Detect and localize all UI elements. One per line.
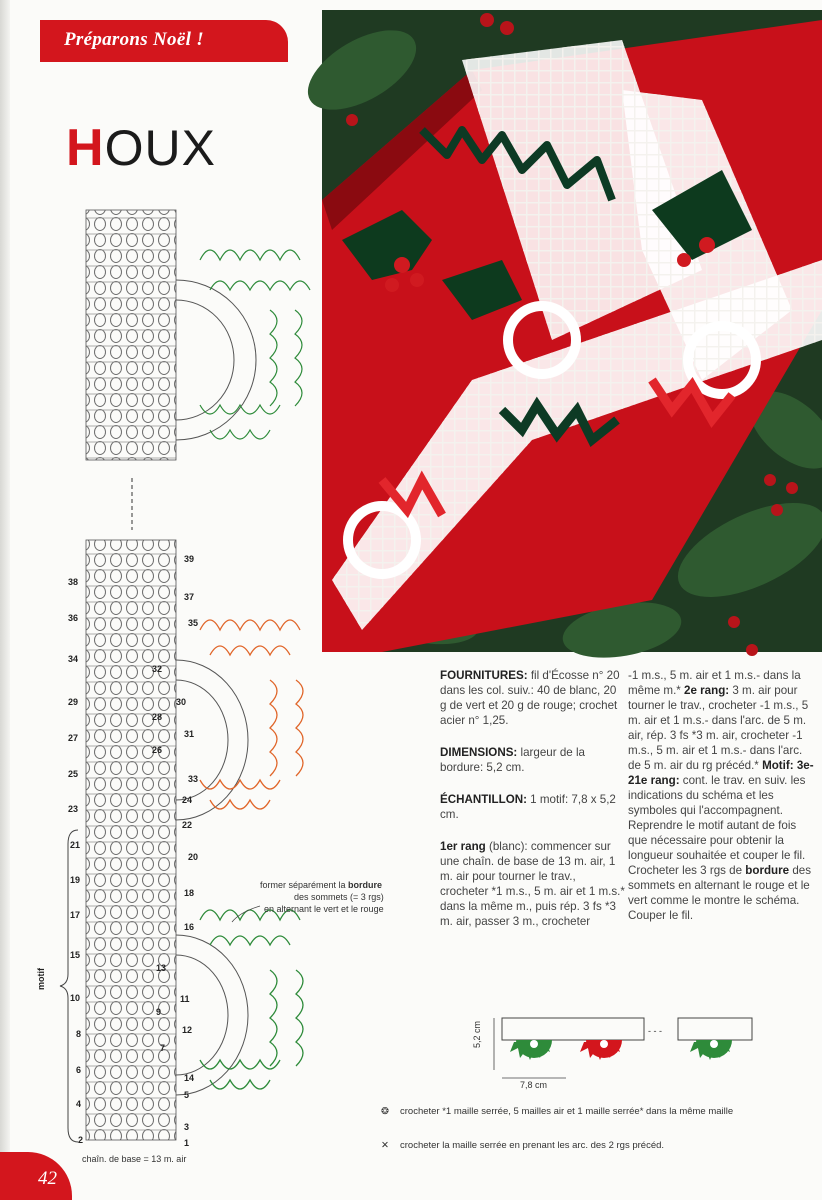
legend-text: crocheter la maille serrée en prenant les arc. des 2 rgs précéd. xyxy=(400,1140,665,1151)
row-label: 32 xyxy=(152,664,163,674)
row-label: 4 xyxy=(76,1099,82,1109)
row-label: 14 xyxy=(184,1073,195,1083)
row-label: 21 xyxy=(70,840,81,850)
red-point xyxy=(580,1040,622,1060)
fournitures-label: FOURNITURES: xyxy=(440,669,528,682)
row-label: 17 xyxy=(70,910,81,920)
row-label: 13 xyxy=(156,963,167,973)
row-label: 34 xyxy=(68,654,79,664)
legend-item-shell xyxy=(378,1106,733,1117)
row-labels-left xyxy=(68,577,83,1145)
rang2-paragraph xyxy=(628,668,814,923)
dimension-schema xyxy=(470,1010,770,1090)
crossed-stitch-symbol-icon: ✕ xyxy=(381,1140,389,1151)
row-label: 28 xyxy=(152,712,163,722)
col2-start-text: -1 m.s., 5 m. air et 1 m.s.- dans la même m.* xyxy=(628,669,801,697)
schema-width-label: 7,8 cm xyxy=(520,1080,548,1090)
legend-item-crossed xyxy=(378,1140,664,1151)
bordure-note-2: des sommets (= 3 rgs) xyxy=(294,892,384,902)
bordure-note-text: former séparément la xyxy=(260,880,349,890)
dimensions-label: DIMENSIONS: xyxy=(440,746,518,759)
row-label: 1 xyxy=(184,1138,190,1148)
crochet-chart xyxy=(36,200,390,1170)
page-edge xyxy=(0,0,10,1200)
holly-crochet-border-photo xyxy=(322,10,822,652)
row-label: 11 xyxy=(180,994,190,1004)
rang2-text: 3 m. air pour tourner le trav., crocheter -1 m.s., 5 m. air et 1 m.s.- dans l'arc. de 5 m. air, rép. 3 fs *3 m. air, crocheter -1 m.s., 5 m. air et 1 m.s.- dans l'arc. de 5 m. air du rg précéd.* xyxy=(628,684,809,772)
rang1-label: 1er rang xyxy=(440,840,486,853)
title-initial: H xyxy=(66,119,105,177)
row-label: 3 xyxy=(184,1122,190,1132)
motif-end-text: des sommets en alternant le rouge et le vert comme le montre le schéma. Couper le fil. xyxy=(628,864,812,922)
row-label: 22 xyxy=(182,820,193,830)
page-title xyxy=(66,118,216,178)
row-label: 36 xyxy=(68,613,79,623)
banner-title: Préparons Noël ! xyxy=(64,29,204,50)
row-label: 8 xyxy=(76,1029,82,1039)
shell-stitch-symbol-icon: ❂ xyxy=(381,1106,389,1117)
echantillon-label: ÉCHANTILLON: xyxy=(440,793,527,806)
base-chain-note: chaîn. de base = 13 m. air xyxy=(82,1154,187,1164)
row-label: 30 xyxy=(176,697,187,707)
instructions-column-2 xyxy=(628,668,814,940)
dimensions-text: largeur de la bordure: 5,2 cm. xyxy=(440,746,585,774)
green-point xyxy=(690,1040,732,1060)
row-label: 39 xyxy=(184,554,195,564)
section-banner xyxy=(40,20,288,62)
row-label: 6 xyxy=(76,1065,82,1075)
row-label: 20 xyxy=(188,852,199,862)
motif-rows-label: Motif: 3e-21e rang: xyxy=(628,759,814,787)
row-label: 16 xyxy=(184,922,195,932)
rang1-text: (blanc): commencer sur une chaîn. de base de 13 m. air, 1 m. air pour tourner le trav., crocheter *1 m.s., 5 m. air et 1 m.s.* dans la même m., puis rép. 3 fs *3 m. air, passer 3 m., crocheter xyxy=(440,840,625,928)
photo-illustration xyxy=(322,10,822,652)
crochet-chart-svg xyxy=(36,200,390,1170)
echantillon-text: 1 motif: 7,8 x 5,2 cm. xyxy=(440,793,616,821)
title-rest: OUX xyxy=(104,120,216,176)
legend-text: crocheter *1 maille serrée, 5 mailles air et 1 maille serrée* dans la même maille xyxy=(400,1106,734,1117)
schema-svg xyxy=(470,1010,770,1090)
page-number: 42 xyxy=(38,1168,57,1189)
row-label: 37 xyxy=(184,592,195,602)
rang2-label: 2e rang: xyxy=(684,684,730,697)
row-label: 33 xyxy=(188,774,199,784)
bordure-note-3: en alternant le vert et le rouge xyxy=(264,904,384,914)
row-label: 24 xyxy=(182,795,193,805)
row-label: 38 xyxy=(68,577,79,587)
bordure-bold: bordure xyxy=(745,864,790,877)
row-label: 18 xyxy=(184,888,195,898)
bordure-note xyxy=(260,880,382,890)
schema-height-label: 5,2 cm xyxy=(472,1020,482,1048)
row-label: 35 xyxy=(188,618,199,628)
row-label: 2 xyxy=(78,1135,84,1145)
row-label: 5 xyxy=(184,1090,190,1100)
schema-dashes: - - - xyxy=(648,1026,662,1036)
dimensions-paragraph xyxy=(440,745,626,775)
green-point xyxy=(510,1040,552,1060)
instructions-column-1 xyxy=(440,668,626,946)
fournitures-paragraph xyxy=(440,668,626,728)
motif-text: cont. le trav. en suiv. les indications du schéma et les symboles qui l'accompagnent. Reprendre le motif autant de fois que nécessaire pour obtenir la longueur souhaitée et couper le fil. Crocheter les 3 rgs de xyxy=(628,774,806,877)
fournitures-text: fil d'Écosse n° 20 dans les col. suiv.: 40 de blanc, 20 g de vert et 20 g de rouge; crochet acier n° 1,25. xyxy=(440,669,620,727)
row-label: 9 xyxy=(156,1007,162,1017)
row-label: 29 xyxy=(68,697,79,707)
row-label: 12 xyxy=(182,1025,193,1035)
motif-label: motif xyxy=(36,968,46,990)
row-label: 23 xyxy=(68,804,79,814)
row-label: 19 xyxy=(70,875,81,885)
row-label: 15 xyxy=(70,950,81,960)
row-label: 31 xyxy=(184,729,195,739)
row-label: 25 xyxy=(68,769,79,779)
row-label: 27 xyxy=(68,733,79,743)
row-label: 26 xyxy=(152,745,163,755)
rang1-paragraph xyxy=(440,839,626,929)
bordure-note-bold: bordure xyxy=(348,880,383,890)
row-label: 10 xyxy=(70,993,81,1003)
row-label: 7 xyxy=(160,1043,166,1053)
echantillon-paragraph xyxy=(440,792,626,822)
